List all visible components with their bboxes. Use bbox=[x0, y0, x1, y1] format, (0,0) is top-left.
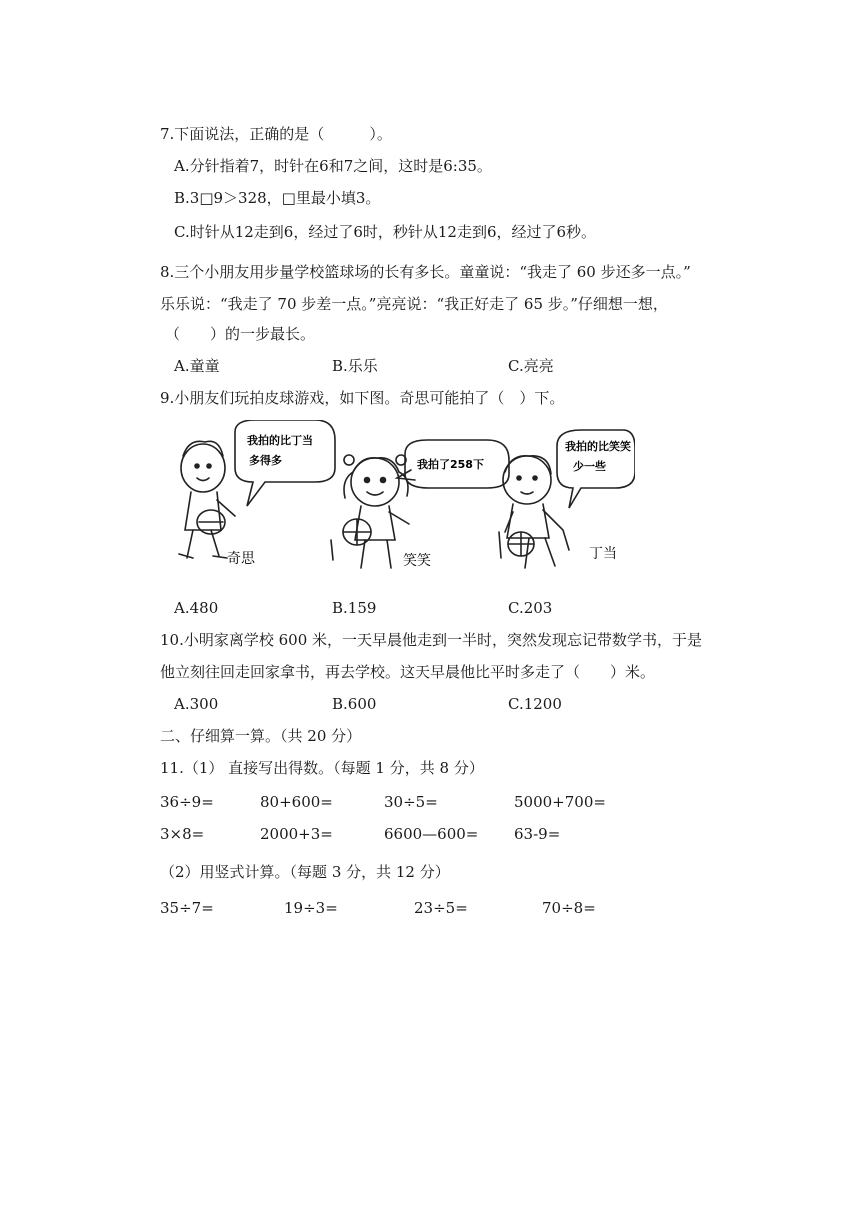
child-qisi-illustration bbox=[179, 441, 235, 558]
calc-row2-item4: 63-9= bbox=[514, 825, 561, 843]
q8-option-a: A.童童 bbox=[174, 357, 220, 375]
calc-row3-item3: 23÷5= bbox=[414, 899, 468, 917]
section-2-heading: 二、仔细算一算。（共 20 分） bbox=[160, 727, 362, 745]
q9-stem: 9.小朋友们玩拍皮球游戏，如下图。奇思可能拍了（ ）下。 bbox=[160, 389, 565, 407]
calc-row1-item2: 80+600= bbox=[260, 793, 333, 811]
q11-part-2-instruction: （2）用竖式计算。（每题 3 分，共 12 分） bbox=[160, 863, 450, 881]
calc-row1-item4: 5000+700= bbox=[514, 793, 606, 811]
q7-stem: 7.下面说法，正确的是（ ）。 bbox=[160, 125, 392, 143]
child-xiaoxiao-illustration bbox=[331, 455, 409, 568]
q7-option-b: B.3□9＞328，□里最小填3。 bbox=[174, 189, 381, 207]
q10-option-a: A.300 bbox=[174, 695, 219, 713]
bubble-2-text: 我拍了258下 bbox=[417, 458, 484, 471]
q7-option-c: C.时针从12走到6，经过了6时，秒针从12走到6，经过了6秒。 bbox=[174, 223, 597, 241]
child-name-qisi: 奇思 bbox=[227, 551, 255, 567]
bubble-3-line-2: 少一些 bbox=[573, 460, 606, 473]
q10-line-2: 他立刻往回走回家拿书，再去学校。这天早晨他比平时多走了（ ）米。 bbox=[160, 663, 656, 681]
q11-part-1-instruction: 11.（1） 直接写出得数。（每题 1 分，共 8 分） bbox=[160, 759, 484, 777]
bubble-3-line-1: 我拍的比笑笑 bbox=[565, 440, 631, 453]
calc-row2-item3: 6600—600= bbox=[384, 825, 479, 843]
figure-illustration bbox=[165, 420, 635, 580]
calc-row3-item2: 19÷3= bbox=[284, 899, 338, 917]
q8-option-c: C.亮亮 bbox=[508, 357, 554, 375]
q8-option-b: B.乐乐 bbox=[332, 357, 378, 375]
q9-option-b: B.159 bbox=[332, 599, 377, 617]
calc-row3-item1: 35÷7= bbox=[160, 899, 214, 917]
q9-option-a: A.480 bbox=[174, 599, 219, 617]
calc-row1-item1: 36÷9= bbox=[160, 793, 214, 811]
bubble-1-line-1: 我拍的比丁当 bbox=[247, 434, 313, 447]
ball-bouncing-figure bbox=[165, 420, 635, 580]
q7-option-a: A.分针指着7，时针在6和7之间，这时是6:35。 bbox=[174, 157, 492, 175]
bubble-1-line-2: 多得多 bbox=[249, 454, 282, 467]
q10-option-c: C.1200 bbox=[508, 695, 562, 713]
q9-option-c: C.203 bbox=[508, 599, 553, 617]
q8-line-1: 8.三个小朋友用步量学校篮球场的长有多长。童童说：“我走了 60 步还多一点。” bbox=[160, 263, 691, 281]
calc-row2-item1: 3×8= bbox=[160, 825, 205, 843]
q8-line-3: （ ）的一步最长。 bbox=[165, 325, 316, 343]
child-name-xiaoxiao: 笑笑 bbox=[403, 553, 431, 569]
q8-line-2: 乐乐说：“我走了 70 步差一点。”亮亮说：“我正好走了 65 步。”仔细想一想， bbox=[160, 295, 668, 313]
calc-row3-item4: 70÷8= bbox=[542, 899, 596, 917]
child-name-dingdang: 丁当 bbox=[589, 546, 617, 562]
calc-row2-item2: 2000+3= bbox=[260, 825, 333, 843]
q10-option-b: B.600 bbox=[332, 695, 377, 713]
q10-line-1: 10.小明家离学校 600 米，一天早晨他走到一半时，突然发现忘记带数学书，于是 bbox=[160, 631, 703, 649]
calc-row1-item3: 30÷5= bbox=[384, 793, 438, 811]
